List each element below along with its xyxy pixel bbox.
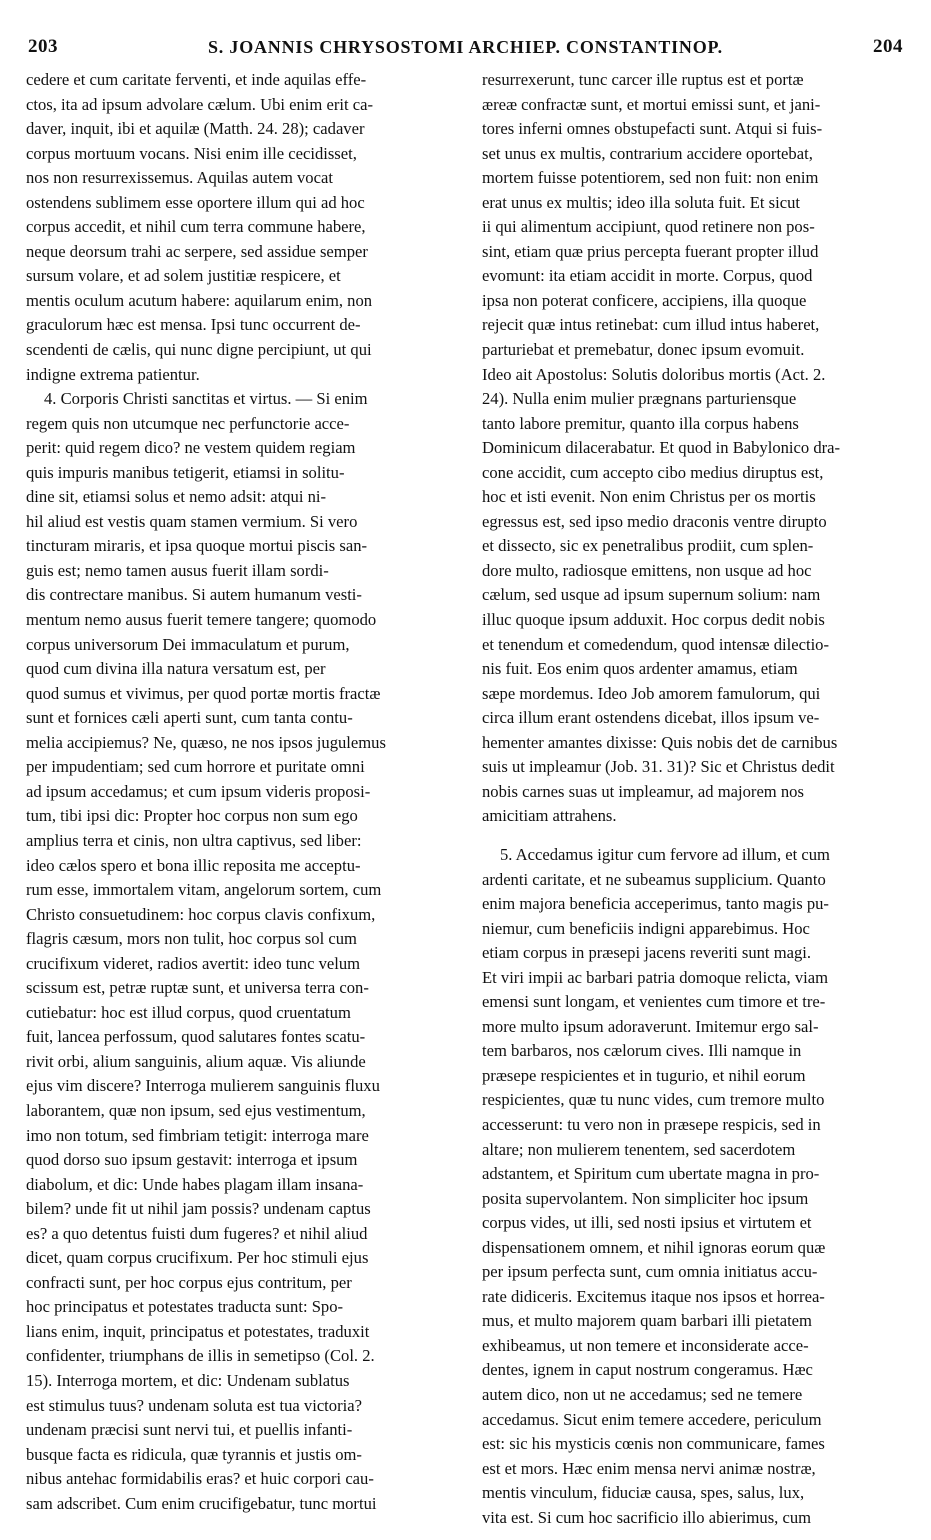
text-line: suis ut impleamur (Job. 31. 31)? Sic et Christus dedit bbox=[482, 757, 835, 777]
text-line: mortem fuisse potentiorem, sed non fuit: non enim bbox=[482, 168, 819, 188]
text-line: cutiebatur: hoc est illud corpus, quod cruentatum bbox=[26, 1002, 351, 1022]
text-line: 4. Corporis Christi sanctitas et virtus. — Si enim bbox=[44, 389, 368, 409]
text-line: dispensationem omnem, et nihil ignoras eorum quæ bbox=[482, 1237, 826, 1257]
text-line: daver, inquit, ibi et aquilæ (Matth. 24. 28); cadaver bbox=[26, 119, 365, 139]
text-line: quod dorso suo ipsum gestavit: interroga et ipsum bbox=[26, 1150, 358, 1170]
text-line: tores inferni omnes obstupefacti sunt. Atqui si fuis- bbox=[482, 119, 823, 139]
text-line: melia accipiemus? Ne, quæso, ne nos ipsos jugulemus bbox=[26, 732, 386, 752]
text-line: tincturam miraris, et ipsa quoque mortui piscis san- bbox=[26, 536, 368, 556]
text-line: 15). Interroga mortem, et dic: Undenam sublatus bbox=[26, 1370, 350, 1390]
text-line: Et viri impii ac barbari patria domoque relicta, viam bbox=[482, 967, 829, 987]
text-line: rum esse, immortalem vitam, angelorum sortem, cum bbox=[26, 880, 382, 900]
text-line: per ipsum perfecta sunt, cum omnia initiatus accu- bbox=[482, 1262, 818, 1282]
text-line: imo non totum, sed fimbriam tetigit: interroga mare bbox=[26, 1125, 369, 1145]
text-line: laborantem, quæ non ipsum, sed ejus vestimentum, bbox=[26, 1100, 366, 1120]
text-line: præsepe respicientes et in tugurio, et nihil eorum bbox=[482, 1065, 806, 1085]
text-line: dore multo, radiosque emittens, non usque ad hoc bbox=[482, 560, 812, 580]
text-line: scissum est, petræ ruptæ sunt, et universa terra con- bbox=[26, 978, 369, 998]
text-line: ii qui alimentum accipiunt, quod retinere non pos- bbox=[482, 217, 815, 237]
text-line: es? a quo detentus fuisti dum fugeres? et nihil aliud bbox=[26, 1223, 368, 1243]
text-line: exhibeamus, ut non temere et inconsiderate acce- bbox=[482, 1335, 809, 1355]
text-line: et dissecto, sic ex penetralibus prodiit, cum splen- bbox=[482, 536, 814, 556]
text-line: confidenter, triumphans de illis in semetipso (Col. 2. bbox=[26, 1346, 375, 1366]
text-line: fuit, lancea perfossum, quod salutares fontes scatu- bbox=[26, 1027, 366, 1047]
text-line: sæpe mordemus. Ideo Job amorem famulorum, qui bbox=[482, 683, 821, 703]
text-line: quis impuris manibus tetigerit, etiamsi in solitu- bbox=[26, 462, 345, 482]
text-line: crucifixum videret, radios avertit: ideo tunc velum bbox=[26, 953, 361, 973]
text-line: cedere et cum caritate ferventi, et inde aquilas effe- bbox=[26, 70, 367, 89]
text-line: mentum nemo ausus fuerit temere tangere; quomodo bbox=[26, 610, 377, 630]
text-line: neque deorsum trahi ac serpere, sed assidue semper bbox=[26, 241, 368, 261]
running-header bbox=[28, 30, 903, 64]
text-line: posita supervolantem. Non simpliciter hoc ipsum bbox=[482, 1188, 809, 1208]
text-line: est stimulus tuus? undenam soluta est tua victoria? bbox=[26, 1395, 362, 1415]
text-line: evomunt: ita etiam accidit in morte. Corpus, quod bbox=[482, 266, 813, 286]
text-line: per impudentiam; sed cum horrore et puritate omni bbox=[26, 757, 365, 777]
running-title: S. JOANNIS CHRYSOSTOMI ARCHIEP. CONSTANTINOP. bbox=[208, 36, 723, 57]
text-line: vita est. Si cum hoc sacrificio illo abierimus, cum bbox=[482, 1507, 812, 1527]
text-line: ejus vim discere? Interroga mulierem sanguinis fluxu bbox=[26, 1076, 380, 1096]
text-line: scendenti de cælis, qui nunc digne percipiunt, ut qui bbox=[26, 340, 372, 360]
text-line: dis contrectare manibus. Si autem humanum vesti- bbox=[26, 585, 362, 605]
text-line: est et mors. Hæc enim mensa nervi animæ nostræ, bbox=[482, 1458, 816, 1478]
text-line: autem dico, non ut ne accedamus; sed ne temere bbox=[482, 1384, 803, 1404]
text-line: perit: quid regem dico? ne vestem quidem regiam bbox=[26, 438, 356, 458]
text-line: corpus accedit, et nihil cum terra commune habere, bbox=[26, 217, 366, 237]
text-line: ostendens sublimem esse oportere illum qui ad hoc bbox=[26, 192, 365, 212]
text-line: more multo ipsum adoraverunt. Imitemur ergo sal- bbox=[482, 1016, 819, 1036]
text-line: sint, etiam quæ prius percepta fuerant propter illud bbox=[482, 241, 819, 261]
text-line: indigne extrema patientur. bbox=[26, 364, 200, 384]
text-line: illuc quoque ipsum adduxit. Hoc corpus dedit nobis bbox=[482, 610, 825, 630]
text-line: accedamus. Sicut enim temere accedere, periculum bbox=[482, 1409, 822, 1429]
page-number-left: 203 bbox=[28, 36, 58, 57]
text-line: niemur, cum beneficiis indigni apparebimus. Hoc bbox=[482, 918, 810, 938]
text-line: egressus est, sed ipso medio draconis ventre dirupto bbox=[482, 511, 827, 531]
text-line: cone accidit, cum accepto cibo medius diruptus est, bbox=[482, 462, 824, 482]
text-line: erat unus ex multis; ideo illa soluta fuit. Et sicut bbox=[482, 192, 800, 212]
text-line: corpus vides, ut illi, sed nosti ipsius et virtutem et bbox=[482, 1213, 812, 1233]
text-line: ipsa non poterat conficere, accipiens, illa quoque bbox=[482, 290, 807, 310]
text-line: Christo consuetudinem: hoc corpus clavis confixum, bbox=[26, 904, 376, 924]
text-line: resurrexerunt, tunc carcer ille ruptus est et portæ bbox=[482, 70, 804, 89]
text-line: hoc principatus et potestates traducta sunt: Spo- bbox=[26, 1297, 344, 1317]
text-line: Ideo ait Apostolus: Solutis doloribus mortis (Act. 2. bbox=[482, 364, 826, 384]
text-line: nobis carnes suas ut impleamur, ad majorem nos bbox=[482, 781, 804, 801]
text-line: adstantem, et Spiritum cum ubertate magna in pro- bbox=[482, 1164, 820, 1184]
text-line: æreæ confractæ sunt, et mortui emissi sunt, et jani- bbox=[482, 94, 821, 114]
text-line: etiam corpus in præsepi jacens reveriti sunt magi. bbox=[482, 943, 812, 963]
text-line: nibus antehac formidabilis eras? et huic corpori cau- bbox=[26, 1469, 374, 1489]
text-line: sam adscribet. Cum enim crucifigebatur, tunc mortui bbox=[26, 1493, 377, 1513]
text-line: graculorum hæc est mensa. Ipsi tunc occurrent de- bbox=[26, 315, 361, 335]
text-line: ctos, ita ad ipsum advolare cælum. Ubi enim erit ca- bbox=[26, 94, 373, 114]
text-line: parturiebat et premebatur, donec ipsum evomuit. bbox=[482, 340, 805, 360]
text-line: rate didiceris. Excitemus itaque nos ipsos et horrea- bbox=[482, 1286, 825, 1306]
text-line: tem barbaros, nos cælorum cives. Illi namque in bbox=[482, 1041, 802, 1061]
text-line: 5. Accedamus igitur cum fervore ad illum, et cum bbox=[500, 844, 830, 864]
text-line: diabolum, et dic: Unde habes plagam illam insana- bbox=[26, 1174, 364, 1194]
text-line: nis fuit. Eos enim quos ardenter amamus, etiam bbox=[482, 659, 798, 679]
text-line: hementer amantes dixisse: Quis nobis det de carnibus bbox=[482, 732, 838, 752]
text-line: dentes, ignem in caput nostrum congeramus. Hæc bbox=[482, 1360, 813, 1380]
text-line: corpus mortuum vocans. Nisi enim ille cecidisset, bbox=[26, 143, 357, 163]
text-line: est: sic his mysticis cœnis non communicare, fames bbox=[482, 1434, 825, 1454]
text-line: tanto labore premitur, quanto illa corpus habens bbox=[482, 413, 799, 433]
text-line: flagris cæsum, mors non tulit, hoc corpus sol cum bbox=[26, 929, 357, 949]
text-line: dine sit, etiamsi solus et nemo adsit: atqui ni- bbox=[26, 487, 327, 507]
right-text-column bbox=[482, 68, 920, 1527]
text-line: sursum volare, et ad solem justitiæ respicere, et bbox=[26, 266, 341, 286]
text-line: ideo cælos spero et bona illic reposita me acceptu- bbox=[26, 855, 361, 875]
text-line: mus, et multo majorem quam barbari illi pietatem bbox=[482, 1311, 812, 1331]
text-line: corpus universorum Dei immaculatum et purum, bbox=[26, 634, 350, 654]
page-number-right: 204 bbox=[873, 36, 903, 57]
text-line: et tenendum et comedendum, quod intensæ dilectio- bbox=[482, 634, 830, 654]
text-line: enim majora beneficia acceperimus, tanto magis pu- bbox=[482, 894, 829, 914]
text-line bbox=[482, 829, 920, 843]
text-line: respicientes, quæ tu nunc vides, cum tremore multo bbox=[482, 1090, 825, 1110]
text-line: Dominicum dilacerabatur. Et quod in Babylonico dra- bbox=[482, 438, 841, 458]
text-line: sunt et fornices cæli aperti sunt, cum tanta contu- bbox=[26, 708, 353, 728]
text-line: regem quis non utcumque nec perfunctorie acce- bbox=[26, 413, 350, 433]
text-line: emensi sunt longam, et venientes cum timore et tre- bbox=[482, 992, 826, 1012]
text-line: altare; non mulierem tenentem, sed sacerdotem bbox=[482, 1139, 796, 1159]
text-line: nos non resurrexissemus. Aquilas autem vocat bbox=[26, 168, 333, 188]
text-line: undenam præcisi sunt nervi tui, et puellis infanti- bbox=[26, 1420, 353, 1440]
text-line: rejecit quæ intus retinebat: cum illud intus haberet, bbox=[482, 315, 820, 335]
text-line: hoc et isti evenit. Non enim Christus per os mortis bbox=[482, 487, 816, 507]
text-line: rivit orbi, alium sanguinis, alium aquæ. Vis aliunde bbox=[26, 1051, 366, 1071]
text-line: ad ipsum accedamus; et cum ipsum videris proposi- bbox=[26, 781, 371, 801]
text-line: guis est; nemo tamen ausus fuerit illam sordi- bbox=[26, 560, 329, 580]
text-line: confracti sunt, per hoc corpus ejus contritum, per bbox=[26, 1272, 352, 1292]
text-line: mentis vinculum, fiduciæ causa, spes, salus, lux, bbox=[482, 1483, 805, 1503]
text-line: circa illum erant ostendens dicebat, illos ipsum ve- bbox=[482, 708, 820, 728]
text-line: set unus ex multis, contrarium accidere oportebat, bbox=[482, 143, 813, 163]
text-line: bilem? unde fit ut nihil jam possis? undenam captus bbox=[26, 1199, 371, 1219]
text-line: cælum, sed usque ad ipsum supernum solium: nam bbox=[482, 585, 821, 605]
text-line: amicitiam attrahens. bbox=[482, 806, 617, 826]
text-line: ardenti caritate, et ne subeamus supplicium. Quanto bbox=[482, 869, 826, 889]
text-line: mentis oculum acutum habere: aquilarum enim, non bbox=[26, 290, 373, 310]
text-line: hil aliud est vestis quam stamen vermium. Si vero bbox=[26, 511, 358, 531]
text-line: tum, tibi ipsi dic: Propter hoc corpus non sum ego bbox=[26, 806, 358, 826]
text-line: busque facta es ridicula, quæ tyrannis et justis om- bbox=[26, 1444, 362, 1464]
left-text-column bbox=[26, 68, 464, 1513]
text-line: accesserunt: tu vero non in præsepe respicis, sed in bbox=[482, 1114, 821, 1134]
text-line: dicet, quam corpus crucifixum. Per hoc stimuli ejus bbox=[26, 1248, 369, 1268]
text-line: 24). Nulla enim mulier prægnans parturiensque bbox=[482, 389, 797, 409]
text-line: lians enim, inquit, principatus et potestates, traduxit bbox=[26, 1321, 370, 1341]
text-line: quod sumus et vivimus, per quod portæ mortis fractæ bbox=[26, 683, 381, 703]
text-line: quod cum divina illa natura versatum est, per bbox=[26, 659, 326, 679]
text-line: amplius terra et cinis, non ultra captivus, sed liber: bbox=[26, 830, 362, 850]
